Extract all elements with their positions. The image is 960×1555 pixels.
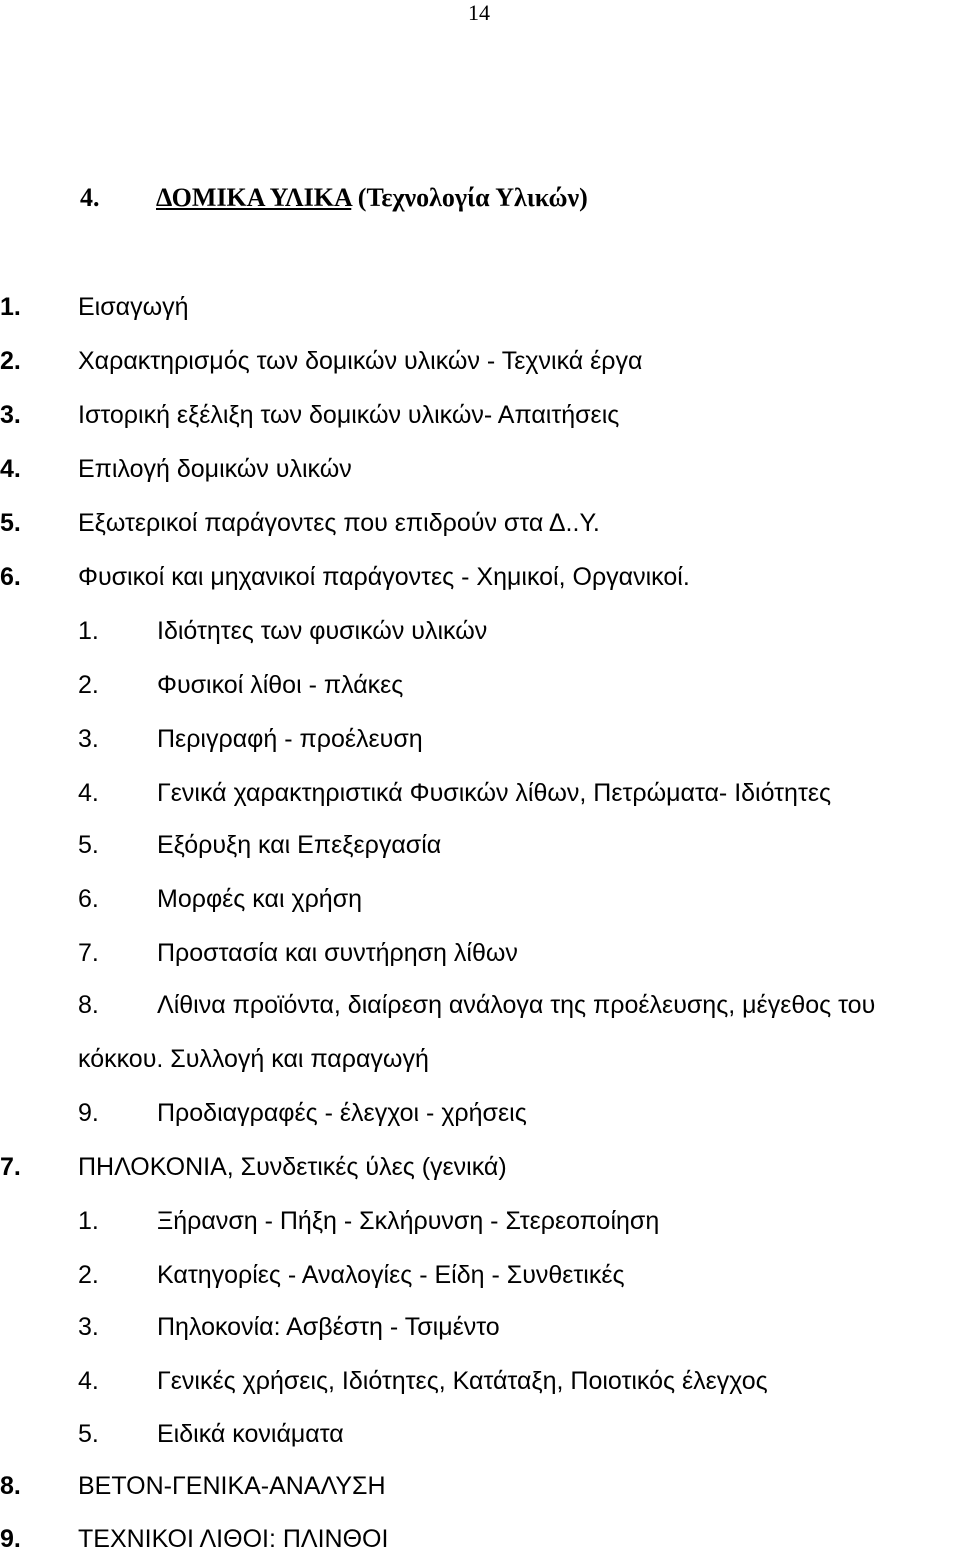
toc-item-number: 3.: [0, 401, 21, 429]
toc-subitem-number: 4.: [78, 1367, 99, 1395]
toc-subitem-number: 3.: [78, 725, 99, 753]
section-heading-number: 4.: [80, 183, 100, 212]
toc-subitem-text: Γενικές χρήσεις, Ιδιότητες, Κατάταξη, Ποιοτικός έλεγχος: [157, 1367, 768, 1395]
toc-item-text: Εισαγωγή: [78, 293, 189, 321]
toc-item-number: 1.: [0, 293, 21, 321]
toc-item-number: 5.: [0, 509, 21, 537]
section-heading-subtitle: (Τεχνολογία Υλικών): [357, 183, 588, 212]
toc-item-number: 2.: [0, 347, 21, 375]
toc-subitem-number: 6.: [78, 885, 99, 913]
toc-subitem-text: Ειδικά κονιάματα: [157, 1420, 344, 1448]
toc-subitem-text: Πηλοκονία: Ασβέστη - Τσιμέντο: [157, 1313, 500, 1341]
toc-subitem-number: 1.: [78, 617, 99, 645]
toc-subitem-number: 2.: [78, 671, 99, 699]
toc-subitem-number: 7.: [78, 939, 99, 967]
toc-item-text: Φυσικοί και μηχανικοί παράγοντες - Χημικοί, Οργανικοί.: [78, 563, 690, 591]
toc-item-text: Ιστορική εξέλιξη των δομικών υλικών- Απαιτήσεις: [78, 401, 620, 429]
toc-subitem-number: 8.: [78, 991, 99, 1019]
page-number: 14: [468, 0, 490, 25]
toc-item-text: ΤΕΧΝΙΚΟΙ ΛΙΘΟΙ: ΠΛΙΝΘΟΙ: [78, 1525, 389, 1553]
toc-subitem-number: 4.: [78, 779, 99, 807]
toc-subitem-text: Προστασία και συντήρηση λίθων: [157, 939, 518, 967]
toc-subitem-number: 9.: [78, 1099, 99, 1127]
toc-item-number: 9.: [0, 1525, 21, 1553]
toc-item-number: 4.: [0, 455, 21, 483]
toc-subitem-text: Μορφές και χρήση: [157, 885, 363, 913]
toc-subitem-number: 3.: [78, 1313, 99, 1341]
toc-subitem-text: Περιγραφή - προέλευση: [157, 725, 423, 753]
toc-subitem-number: 2.: [78, 1261, 99, 1289]
section-heading: [80, 183, 588, 213]
toc-subitem-text: Εξόρυξη και Επεξεργασία: [157, 831, 442, 859]
toc-subitem-number: 1.: [78, 1207, 99, 1235]
toc-subitem-text: Φυσικοί λίθοι - πλάκες: [157, 671, 404, 699]
toc-item-text: Χαρακτηρισμός των δομικών υλικών - Τεχνικά έργα: [78, 347, 643, 375]
toc-item-number: 7.: [0, 1153, 21, 1181]
toc-subitem-text: Προδιαγραφές - έλεγχοι - χρήσεις: [157, 1099, 527, 1127]
toc-item-number: 8.: [0, 1472, 21, 1500]
toc-subitem-text: Ξήρανση - Πήξη - Σκλήρυνση - Στερεοποίηση: [157, 1207, 660, 1235]
toc-subitem-number: 5.: [78, 1420, 99, 1448]
section-heading-title: ΔΟΜΙΚΑ ΥΛΙΚΑ: [156, 183, 352, 212]
toc-subitem-text: Ιδιότητες των φυσικών υλικών: [157, 617, 488, 645]
toc-item-text: ΒΕΤΟΝ-ΓΕΝΙΚΑ-ΑΝΑΛΥΣΗ: [78, 1472, 386, 1500]
toc-subitem-text: Γενικά χαρακτηριστικά Φυσικών λίθων, Πετρώματα- Ιδιότητες: [157, 779, 832, 807]
toc-subitem-text: Λίθινα προϊόντα, διαίρεση ανάλογα της προέλευσης, μέγεθος του: [157, 991, 876, 1019]
toc-item-text: ΠΗΛΟΚΟΝΙΑ, Συνδετικές ύλες (γενικά): [78, 1153, 507, 1181]
toc-subitem-text: κόκκου. Συλλογή και παραγωγή: [78, 1045, 429, 1073]
toc-item-text: Εξωτερικοί παράγοντες που επιδρούν στα Δ..Υ.: [78, 509, 600, 537]
toc-subitem-number: 5.: [78, 831, 99, 859]
toc-item-number: 6.: [0, 563, 21, 591]
toc-item-text: Επιλογή δομικών υλικών: [78, 455, 352, 483]
toc-subitem-text: Κατηγορίες - Αναλογίες - Είδη - Συνθετικές: [157, 1261, 625, 1289]
